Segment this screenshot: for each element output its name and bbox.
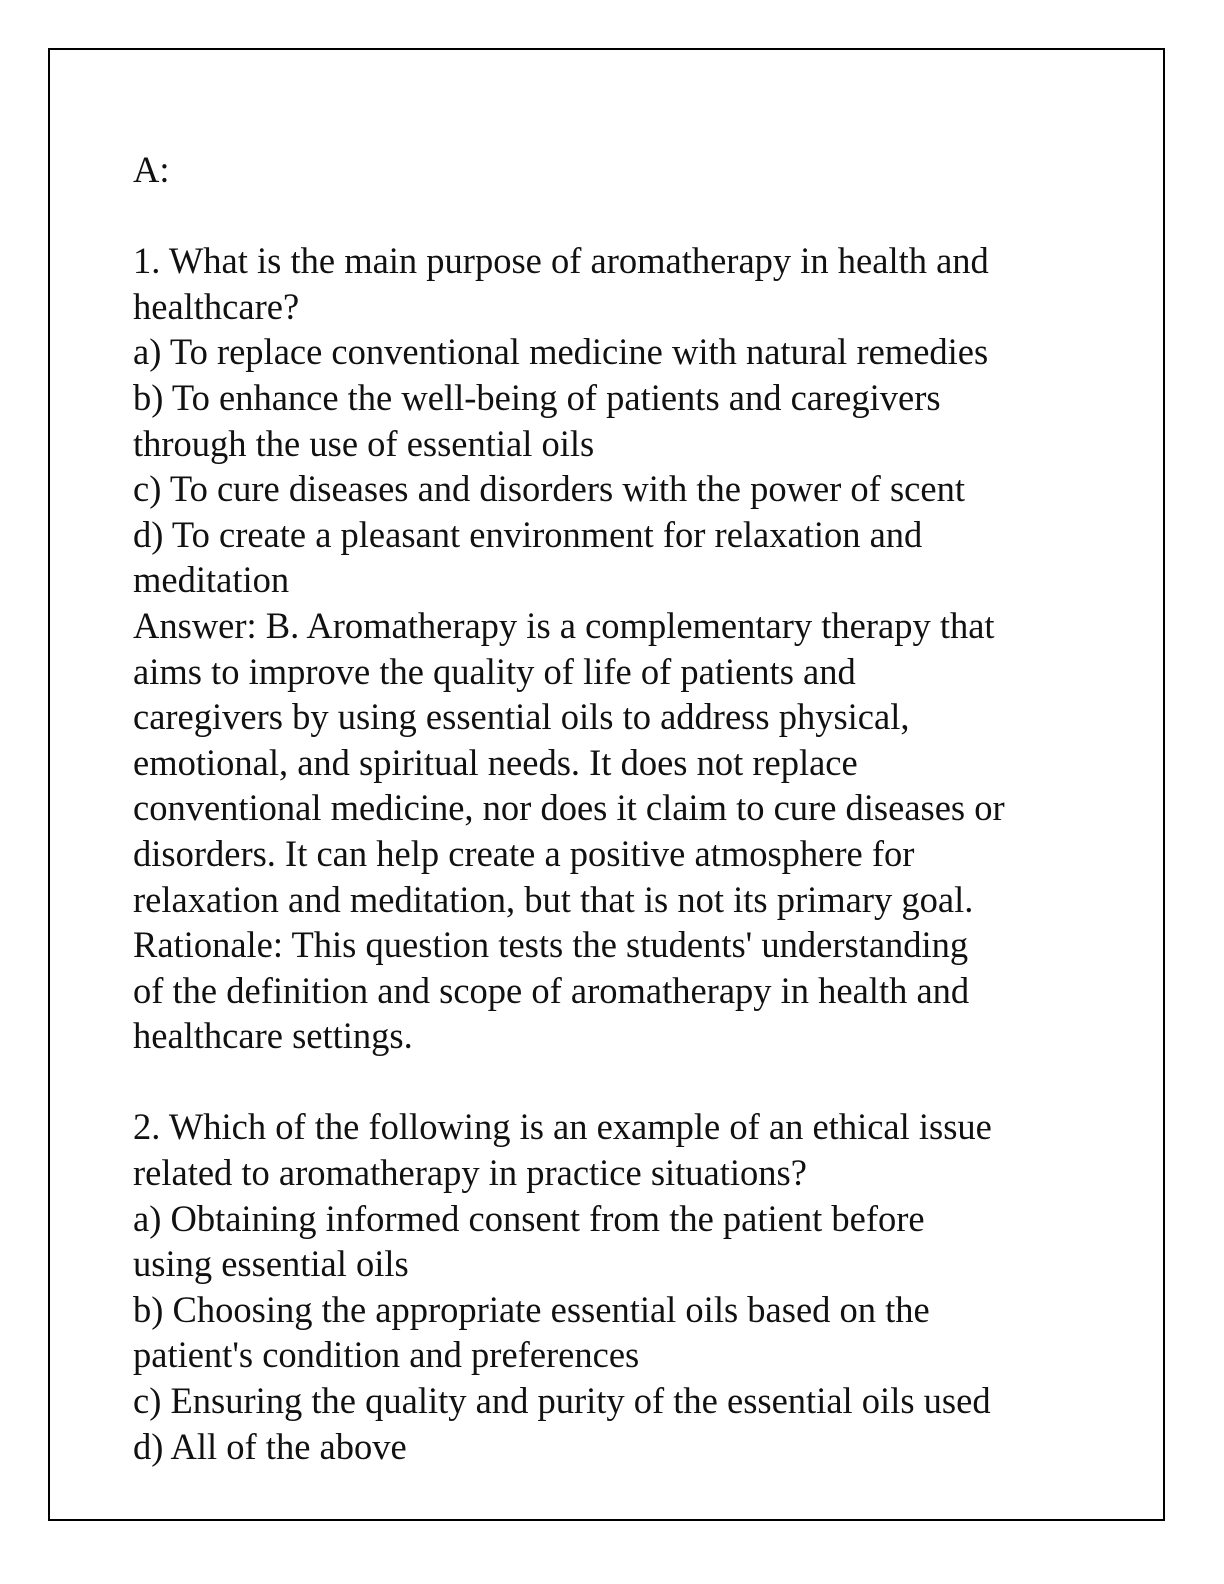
text-line: c) Ensuring the quality and purity of the essential oils used (133, 1380, 991, 1422)
text-line: c) To cure diseases and disorders with the power of scent (133, 468, 965, 510)
text-line: using essential oils (133, 1243, 409, 1285)
blank-line (133, 1059, 1005, 1105)
text-line: conventional medicine, nor does it claim to cure diseases or (133, 787, 1005, 829)
text-line: relaxation and meditation, but that is not its primary goal. (133, 878, 974, 920)
text-line: related to aromatherapy in practice situations? (133, 1152, 807, 1194)
text-line: 1. What is the main purpose of aromatherapy in health and (133, 240, 989, 282)
text-line: 2. Which of the following is an example of an ethical issue (133, 1106, 992, 1148)
text-line: emotional, and spiritual needs. It does not replace (133, 741, 858, 783)
text-line: d) To create a pleasant environment for relaxation and (133, 513, 923, 555)
document-heading: A: (133, 149, 170, 190)
question-block-2 (133, 1104, 1005, 1469)
text-line: a) Obtaining informed consent from the patient before (133, 1197, 925, 1239)
text-line: caregivers by using essential oils to address physical, (133, 696, 910, 738)
text-line: b) To enhance the well-being of patients and caregivers (133, 376, 941, 418)
question-block-1 (133, 238, 1005, 1059)
document-content (133, 147, 1005, 1469)
text-line: d) All of the above (133, 1425, 407, 1467)
text-line: Answer: B. Aromatherapy is a complementary therapy that (133, 604, 995, 646)
text-line: disorders. It can help create a positive atmosphere for (133, 832, 915, 874)
text-line: healthcare? (133, 285, 300, 327)
question-list (133, 193, 1005, 1470)
text-line: patient's condition and preferences (133, 1334, 640, 1376)
blank-line (133, 193, 1005, 239)
text-line: through the use of essential oils (133, 422, 595, 464)
text-line: b) Choosing the appropriate essential oils based on the (133, 1288, 930, 1330)
text-line: aims to improve the quality of life of patients and (133, 650, 856, 692)
text-line: a) To replace conventional medicine with natural remedies (133, 331, 989, 373)
text-line: of the definition and scope of aromatherapy in health and (133, 969, 970, 1011)
text-line: Rationale: This question tests the students' understanding (133, 924, 969, 966)
text-line: meditation (133, 559, 290, 601)
text-line: healthcare settings. (133, 1015, 413, 1057)
